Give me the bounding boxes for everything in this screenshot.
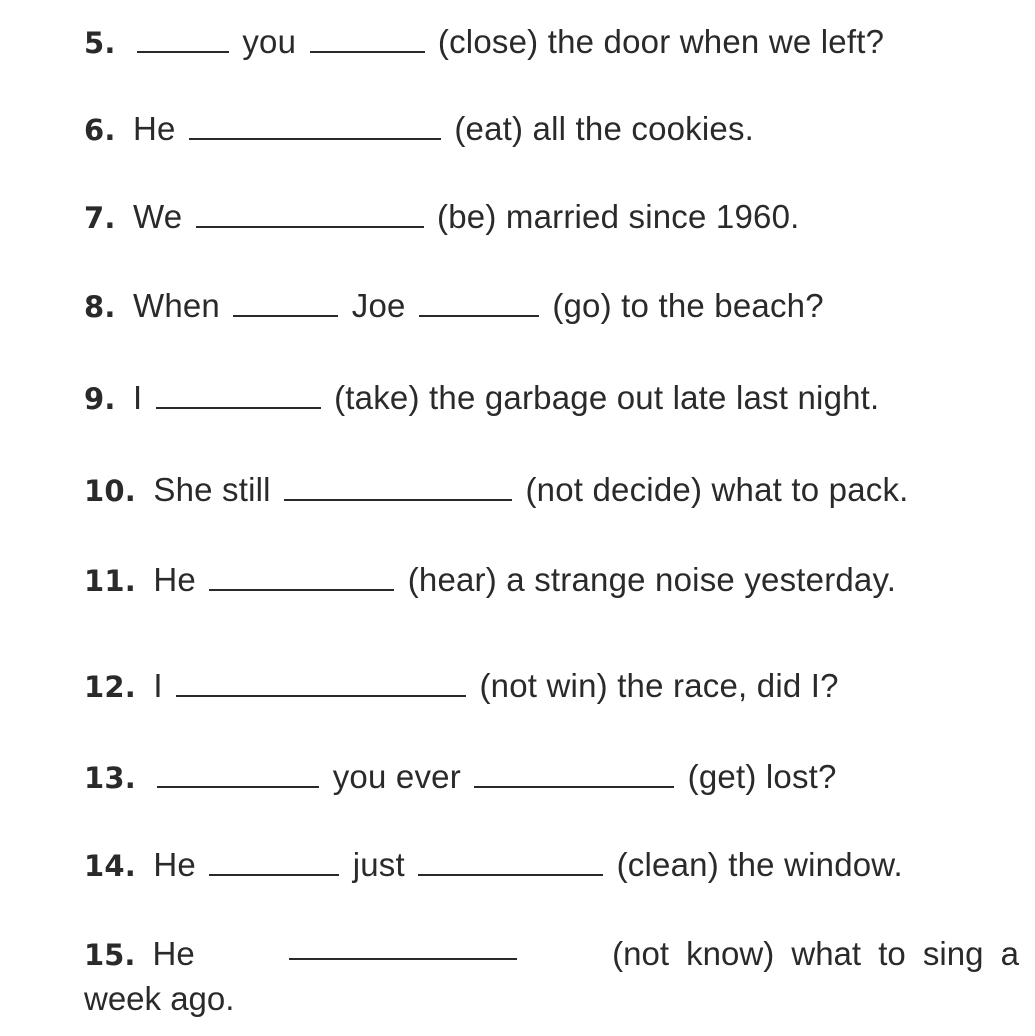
item-text: She still (153, 471, 271, 508)
item-text: I (153, 667, 163, 704)
item-text: (not know) what to sing a (612, 935, 1019, 972)
answer-blank[interactable] (284, 473, 512, 501)
answer-blank[interactable] (418, 848, 603, 876)
answer-blank[interactable] (209, 563, 394, 591)
answer-blank[interactable] (196, 200, 424, 228)
item-number: 15. (84, 938, 136, 972)
item-text: (get) lost? (687, 758, 837, 795)
item-text: you (242, 23, 297, 60)
item-text: He (152, 935, 195, 972)
item-number: 5. (84, 26, 116, 60)
item-text: (clean) the window. (616, 846, 903, 883)
exercise-item-6 (84, 109, 754, 150)
item-text: (be) married since 1960. (437, 198, 800, 235)
item-number: 6. (84, 113, 116, 147)
item-text: He (132, 110, 176, 147)
item-first-line (84, 932, 1019, 977)
item-text: (eat) all the cookies. (454, 110, 755, 147)
answer-blank[interactable] (157, 760, 319, 788)
answer-blank[interactable] (289, 932, 517, 960)
item-second-line: week ago. (84, 980, 235, 1017)
exercise-item-12 (84, 666, 839, 707)
exercise-item-14 (84, 845, 903, 886)
exercise-item-10 (84, 470, 909, 511)
answer-blank[interactable] (176, 669, 466, 697)
exercise-item-15 (84, 932, 1019, 1021)
item-lead (84, 932, 195, 977)
answer-blank[interactable] (209, 848, 339, 876)
answer-blank[interactable] (156, 381, 321, 409)
item-number: 10. (84, 474, 136, 508)
item-text: (close) the door when we left? (437, 23, 885, 60)
answer-blank[interactable] (137, 25, 229, 53)
item-number: 14. (84, 849, 136, 883)
item-number: 12. (84, 670, 136, 704)
item-number: 13. (84, 761, 136, 795)
exercise-item-9 (84, 378, 879, 419)
item-text: We (132, 198, 183, 235)
item-text: Joe (351, 287, 406, 324)
item-text: (go) to the beach? (552, 287, 824, 324)
item-text: (hear) a strange noise yesterday. (407, 561, 897, 598)
answer-blank[interactable] (474, 760, 674, 788)
item-text: He (153, 846, 196, 883)
item-text: He (153, 561, 196, 598)
item-number: 11. (84, 564, 136, 598)
item-number: 7. (84, 201, 116, 235)
item-text: When (132, 287, 220, 324)
answer-blank[interactable] (310, 25, 425, 53)
item-text: (not win) the race, did I? (479, 667, 839, 704)
exercise-item-8 (84, 286, 824, 327)
exercise-item-7 (84, 197, 800, 238)
exercise-item-13 (84, 757, 837, 798)
item-text: just (352, 846, 405, 883)
answer-blank[interactable] (189, 112, 441, 140)
answer-blank[interactable] (233, 289, 338, 317)
item-text: (take) the garbage out late last night. (334, 379, 880, 416)
item-text: you ever (332, 758, 461, 795)
exercise-item-5 (84, 22, 884, 63)
item-text: (not decide) what to pack. (525, 471, 909, 508)
item-number: 8. (84, 290, 116, 324)
item-text: I (132, 379, 143, 416)
answer-blank[interactable] (419, 289, 539, 317)
item-number: 9. (84, 382, 116, 416)
exercise-item-11 (84, 560, 896, 601)
